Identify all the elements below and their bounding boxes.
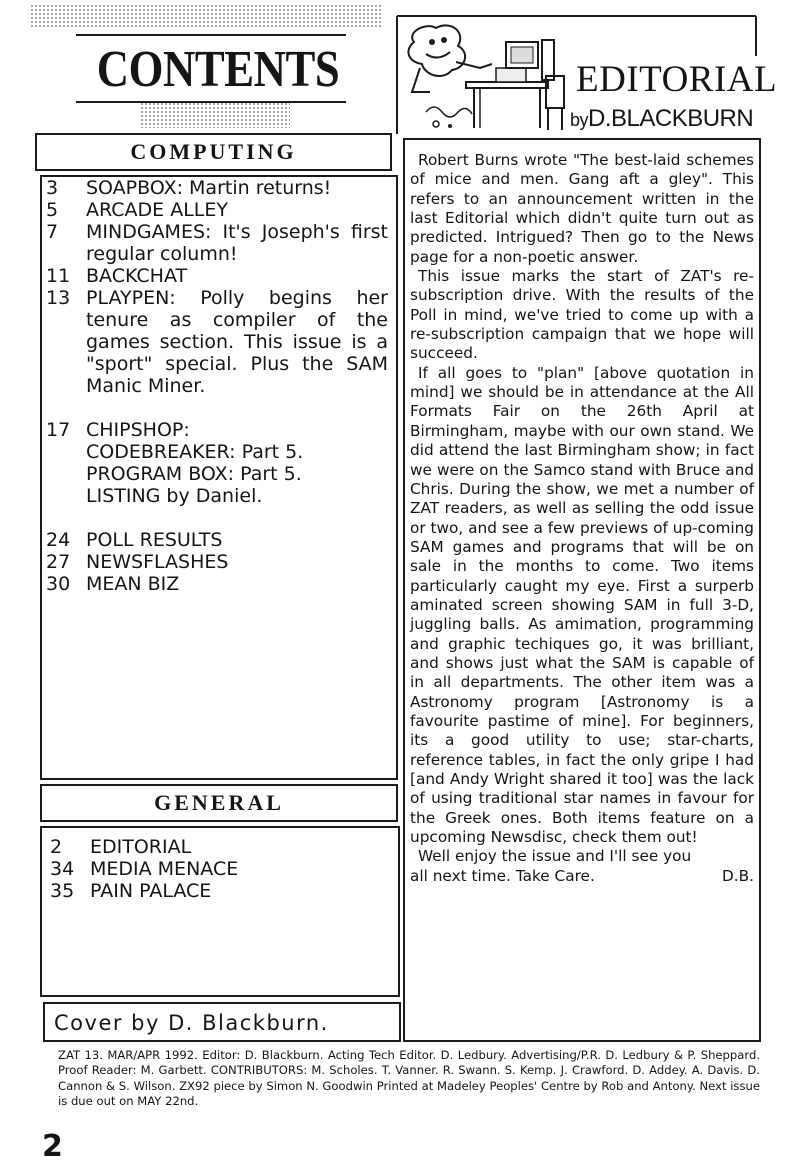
- page-number: 2: [42, 1129, 63, 1164]
- list-item: 27 NEWSFLASHES: [46, 551, 229, 573]
- list-item: 3 SOAPBOX: Martin returns!: [46, 177, 332, 199]
- list-item: LISTING by Daniel.: [86, 485, 263, 507]
- list-item: 11 BACKCHAT: [46, 265, 188, 287]
- computing-heading: COMPUTING: [130, 139, 297, 164]
- editorial-paragraph: This issue marks the start of ZAT's re-subscription drive. With the results of the Poll in mind, we've tried to come up with a re-subscription campaign that we hope will succeed.: [410, 267, 754, 363]
- list-item: 13 PLAYPEN: Polly begins her tenure as compiler of the games section. This issue is a "sport" special. Plus the SAM Manic Miner.: [46, 287, 388, 397]
- editorial-paragraph: Robert Burns wrote "The best-laid schemes of mice and men. Gang aft a gley". This refers to an announcement written in the last Editorial which didn't quite turn out as predicted. Intrigued? Then go to the News page for a non-poetic answer.: [410, 151, 754, 266]
- list-item: 34 MEDIA MENACE: [50, 858, 239, 880]
- page-title: CONTENTS: [96, 41, 340, 98]
- general-heading: GENERAL: [154, 790, 284, 815]
- list-item: PROGRAM BOX: Part 5.: [86, 463, 302, 485]
- computing-list: [46, 177, 388, 595]
- cover-credit: Cover by D. Blackburn.: [54, 1011, 329, 1035]
- list-item: 2 EDITORIAL: [50, 836, 192, 858]
- editorial-signoff-row: [410, 867, 754, 886]
- editorial-title: EDITORIAL: [576, 59, 778, 100]
- list-item: 30 MEAN BIZ: [46, 573, 180, 595]
- general-list: [50, 836, 390, 902]
- list-item: 24 POLL RESULTS: [46, 529, 223, 551]
- list-item: 17 CHIPSHOP:: [46, 419, 190, 441]
- byline-prefix: by: [570, 110, 589, 130]
- editorial-paragraph: If all goes to "plan" [above quotation in mind] we should be in attendance at the All Formats Fair on the 26th April at Birmingham, maybe with our own stand. We did attend the last Birmingham show; in fact we were on the Samco stand with Bruce and Chris. During the show, we met a number of ZAT readers, as well as selling the odd issue or two, and see a few previews of up-coming SAM games and programs that will be on sale in the months to come. Two items particularly caught my eye. First a surperb aminated screen showing SAM in full 3-D, juggling balls. As amimation, programming and graphic techiques go, it was brilliant, and shows just what the SAM is capable of in all departments. The other item was a Astronomy program [Astronomy is a favourite pastime of mine]. For beginners, its a good utility to use; star-charts, reference tables, in fact the only gripe I had [and Andy Wright shared it too] was the lack of using traditional star names in favour for the Greek ones. Both items feature on a upcoming Newsdisc, check them out!: [410, 363, 754, 847]
- editorial-last-line: all next time. Take Care.: [410, 866, 595, 885]
- editorial-paragraph: Well enjoy the issue and I'll see you: [418, 847, 692, 866]
- byline-name: D.BLACKBURN: [588, 105, 754, 132]
- list-item: 5 ARCADE ALLEY: [46, 199, 228, 221]
- editorial-body: [410, 151, 754, 886]
- dotted-pattern-top: [30, 4, 382, 28]
- title-rule-bottom: [76, 101, 346, 103]
- editorial-byline: [570, 106, 753, 133]
- dotted-pattern-bottom: [140, 102, 290, 128]
- list-item: 7 MINDGAMES: It's Joseph's first regular column!: [46, 221, 388, 265]
- credits-text: ZAT 13. MAR/APR 1992. Editor: D. Blackburn. Acting Tech Editor. D. Ledbury. Advertising/P.R. D. Ledbury & P. Sheppard. Proof Reader: M. Garbett. CONTRIBUTORS: M. Scholes. T. Vanner. R. Swann. S. Kemp. J. Crawford. D. Addey. A. Davis. D. Cannon & S. Wilson. ZX92 piece by Simon N. Goodwin Printed at Madeley Peoples' Centre by Rob and Antony. Next issue is due out on MAY 22nd.: [58, 1048, 760, 1109]
- title-rule-top: [76, 34, 346, 36]
- list-item: 35 PAIN PALACE: [50, 880, 212, 902]
- list-item: CODEBREAKER: Part 5.: [86, 441, 304, 463]
- editorial-signoff: D.B.: [722, 866, 754, 885]
